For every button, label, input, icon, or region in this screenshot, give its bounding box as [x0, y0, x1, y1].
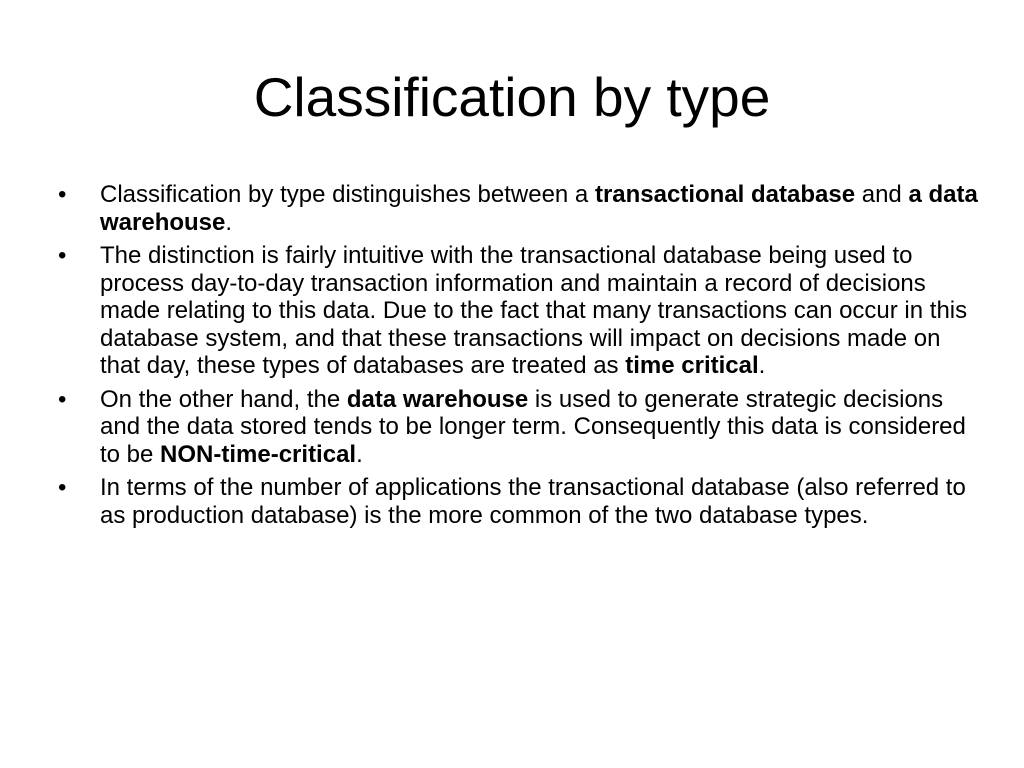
text-segment: On the other hand, the	[100, 385, 347, 413]
bullet-text	[100, 181, 978, 236]
bold-term: transactional database	[594, 181, 856, 208]
bullet-marker: •	[58, 385, 67, 413]
text-segment: In terms of the number of applications the transactional database (also referred to as production database) is the more common of the two database types.	[100, 474, 966, 529]
bullet-item	[58, 181, 978, 236]
bold-term: NON-time-critical	[160, 440, 357, 468]
bold-term: time critical	[625, 352, 759, 379]
bullet-text	[100, 386, 966, 468]
bold-term: data warehouse	[346, 385, 529, 413]
bullet-marker: •	[58, 181, 67, 208]
text-segment: .	[356, 440, 363, 468]
slide-title: Classification by type	[253, 66, 771, 128]
text-segment: and	[855, 181, 909, 208]
bullet-marker: •	[58, 474, 67, 501]
bullet-text	[100, 242, 967, 379]
text-segment: is used to generate strategic decisions and the data stored tends to be longer term. Consequently this data is considered to be	[100, 385, 966, 468]
text-segment: .	[225, 208, 233, 236]
text-segment: .	[758, 352, 766, 379]
bullet-marker: •	[58, 242, 67, 269]
bullet-list	[58, 181, 978, 535]
bullet-item	[58, 386, 978, 469]
bullet-item	[58, 474, 978, 529]
bullet-item	[58, 242, 978, 380]
text-segment: The distinction is fairly intuitive with the transactional database being used to process day-to-day transaction information and maintain a record of decisions made relating to this data. Due to the fact that many transactions can occur in this database system, and that these transactions will impact on decisions made on that day, these types of databases are treated as	[100, 242, 968, 379]
text-segment: Classification by type distinguishes between a	[100, 181, 595, 208]
bold-term: a data warehouse	[100, 181, 978, 236]
bullet-text	[100, 474, 966, 529]
